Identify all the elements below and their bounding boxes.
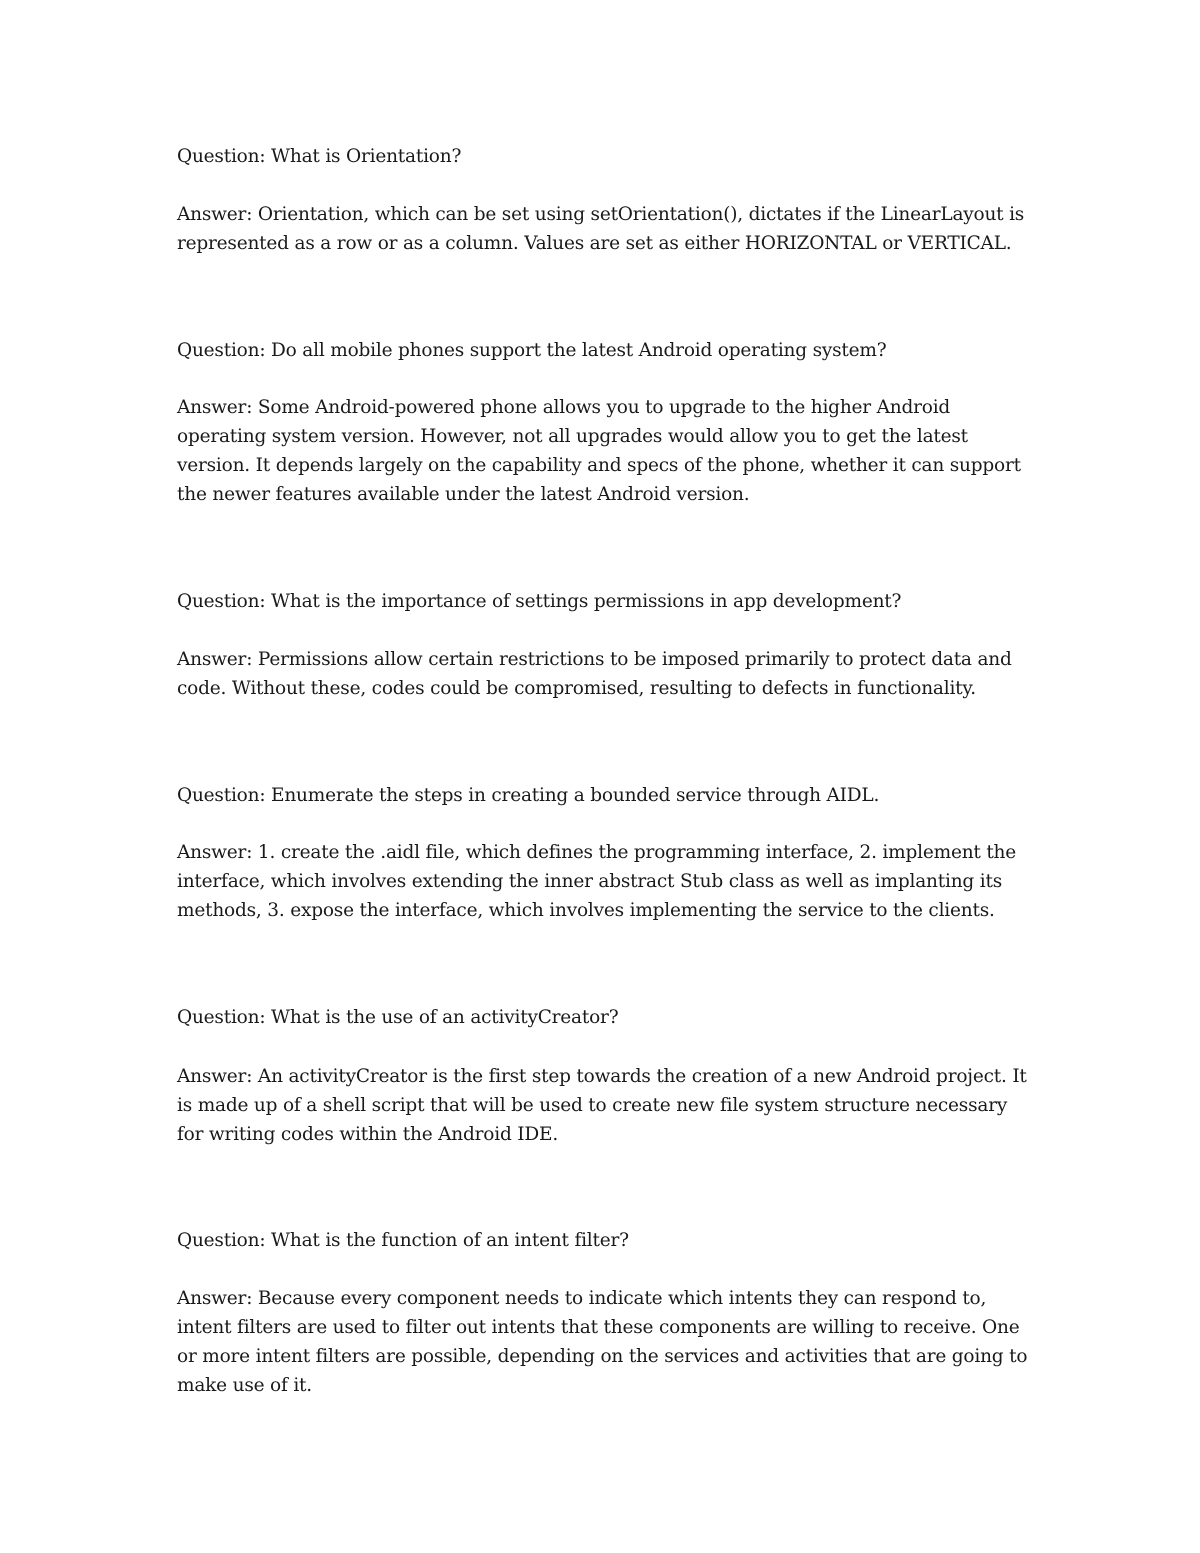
question-2: Question: Do all mobile phones support the latest Android operating system? [177, 340, 887, 361]
answer-3-line-2: code. Without these, codes could be compromised, resulting to defects in functionality. [177, 678, 976, 699]
question-5: Question: What is the use of an activityCreator? [177, 1007, 619, 1028]
question-1: Question: What is Orientation? [177, 146, 462, 167]
answer-4-line-3: methods, 3. expose the interface, which involves implementing the service to the clients. [177, 900, 995, 921]
question-4: Question: Enumerate the steps in creating a bounded service through AIDL. [177, 785, 880, 806]
answer-4-line-2: interface, which involves extending the inner abstract Stub class as well as implanting its [177, 871, 1002, 892]
answer-5-line-1: Answer: An activityCreator is the first step towards the creation of a new Android project. It [177, 1066, 1027, 1087]
question-6: Question: What is the function of an intent filter? [177, 1230, 629, 1251]
answer-6-line-3: or more intent filters are possible, depending on the services and activities that are going to [177, 1346, 1028, 1367]
answer-1-line-2: represented as a row or as a column. Values are set as either HORIZONTAL or VERTICAL. [177, 233, 1012, 254]
answer-2-line-3: version. It depends largely on the capability and specs of the phone, whether it can support [177, 455, 1021, 476]
answer-5-line-2: is made up of a shell script that will be used to create new file system structure necessary [177, 1095, 1008, 1116]
answer-2-line-4: the newer features available under the latest Android version. [177, 484, 750, 505]
answer-6-line-2: intent filters are used to filter out intents that these components are willing to receive. One [177, 1317, 1020, 1338]
answer-3-line-1: Answer: Permissions allow certain restrictions to be imposed primarily to protect data and [177, 649, 1012, 670]
answer-1-line-1: Answer: Orientation, which can be set using setOrientation(), dictates if the LinearLayout is [177, 204, 1025, 225]
question-3: Question: What is the importance of settings permissions in app development? [177, 591, 902, 612]
answer-6-line-4: make use of it. [177, 1375, 312, 1396]
answer-2-line-2: operating system version. However, not all upgrades would allow you to get the latest [177, 426, 968, 447]
answer-6-line-1: Answer: Because every component needs to indicate which intents they can respond to, [177, 1288, 987, 1309]
answer-5-line-3: for writing codes within the Android IDE. [177, 1124, 559, 1145]
answer-2-line-1: Answer: Some Android-powered phone allows you to upgrade to the higher Android [177, 397, 951, 418]
answer-4-line-1: Answer: 1. create the .aidl file, which defines the programming interface, 2. implement the [177, 842, 1017, 863]
